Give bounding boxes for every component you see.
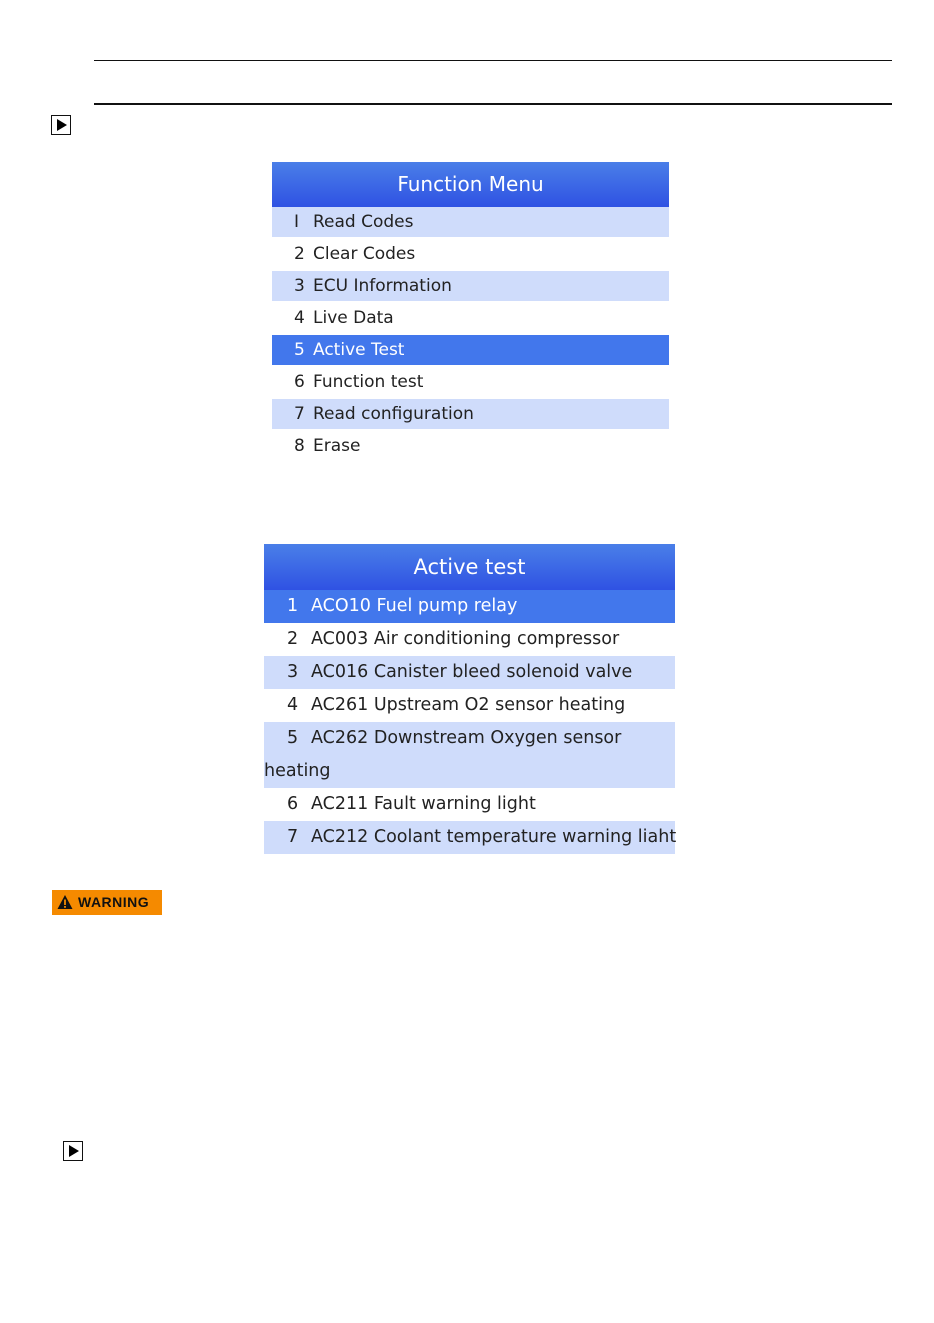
- test-item-label: ACO10 Fuel pump relay: [311, 596, 518, 616]
- test-item-label: AC261 Upstream O2 sensor heating: [311, 695, 626, 715]
- active-test-screen: [264, 544, 675, 854]
- test-item-canister-valve[interactable]: [264, 656, 675, 689]
- active-test-title: Active test: [264, 544, 675, 590]
- test-item-label: AC212 Coolant temperature warning liaht: [311, 827, 677, 847]
- warning-badge: [52, 890, 162, 915]
- menu-item-read-codes[interactable]: [272, 207, 669, 239]
- menu-item-label: Function test: [313, 372, 424, 392]
- menu-item-number: 5: [294, 340, 305, 360]
- test-item-upstream-o2-heating[interactable]: [264, 689, 675, 722]
- test-item-downstream-o2-heating[interactable]: [264, 722, 675, 788]
- test-item-number: 5: [287, 728, 299, 748]
- function-menu-title: Function Menu: [272, 162, 669, 207]
- test-item-number: 4: [287, 695, 299, 715]
- menu-item-label: Erase: [313, 436, 361, 456]
- function-menu-screen: [272, 162, 669, 463]
- play-arrow-icon: [51, 115, 71, 135]
- warning-label: WARNING: [78, 894, 150, 910]
- test-item-fault-warning-light[interactable]: [264, 788, 675, 821]
- play-arrow-icon: [63, 1141, 83, 1161]
- menu-item-label: ECU Information: [313, 276, 452, 296]
- header-rule-bottom: [94, 103, 892, 105]
- menu-item-erase[interactable]: [272, 431, 669, 463]
- menu-item-clear-codes[interactable]: [272, 239, 669, 271]
- menu-item-label: Clear Codes: [313, 244, 416, 264]
- menu-item-active-test[interactable]: [272, 335, 669, 367]
- menu-item-number: 3: [294, 276, 305, 296]
- test-item-number: 1: [287, 596, 299, 616]
- test-item-number: 7: [287, 827, 299, 847]
- menu-item-function-test[interactable]: [272, 367, 669, 399]
- menu-item-label: Active Test: [313, 340, 405, 360]
- menu-item-number: I: [294, 212, 300, 232]
- menu-item-live-data[interactable]: [272, 303, 669, 335]
- test-item-coolant-warning-light[interactable]: [264, 821, 675, 854]
- test-item-number: 3: [287, 662, 299, 682]
- menu-item-label: Read configuration: [313, 404, 474, 424]
- test-item-fuel-pump-relay[interactable]: [264, 590, 675, 623]
- test-item-ac-compressor[interactable]: [264, 623, 675, 656]
- menu-item-number: 2: [294, 244, 305, 264]
- menu-item-read-configuration[interactable]: [272, 399, 669, 431]
- test-item-label: AC003 Air conditioning compressor: [311, 629, 620, 649]
- menu-item-ecu-information[interactable]: [272, 271, 669, 303]
- menu-item-number: 6: [294, 372, 305, 392]
- test-item-label: AC016 Canister bleed solenoid valve: [311, 662, 633, 682]
- test-item-number: 2: [287, 629, 299, 649]
- test-item-label: AC211 Fault warning light: [311, 794, 536, 814]
- menu-item-number: 4: [294, 308, 305, 328]
- test-item-label: AC262 Downstream Oxygen sensor: [311, 728, 622, 748]
- header-rule-top: [94, 60, 892, 61]
- menu-item-number: 8: [294, 436, 305, 456]
- test-item-label-continued: heating: [264, 761, 331, 781]
- menu-item-number: 7: [294, 404, 305, 424]
- test-item-number: 6: [287, 794, 299, 814]
- menu-item-label: Read Codes: [313, 212, 414, 232]
- warning-triangle-icon: [57, 894, 73, 910]
- menu-item-label: Live Data: [313, 308, 394, 328]
